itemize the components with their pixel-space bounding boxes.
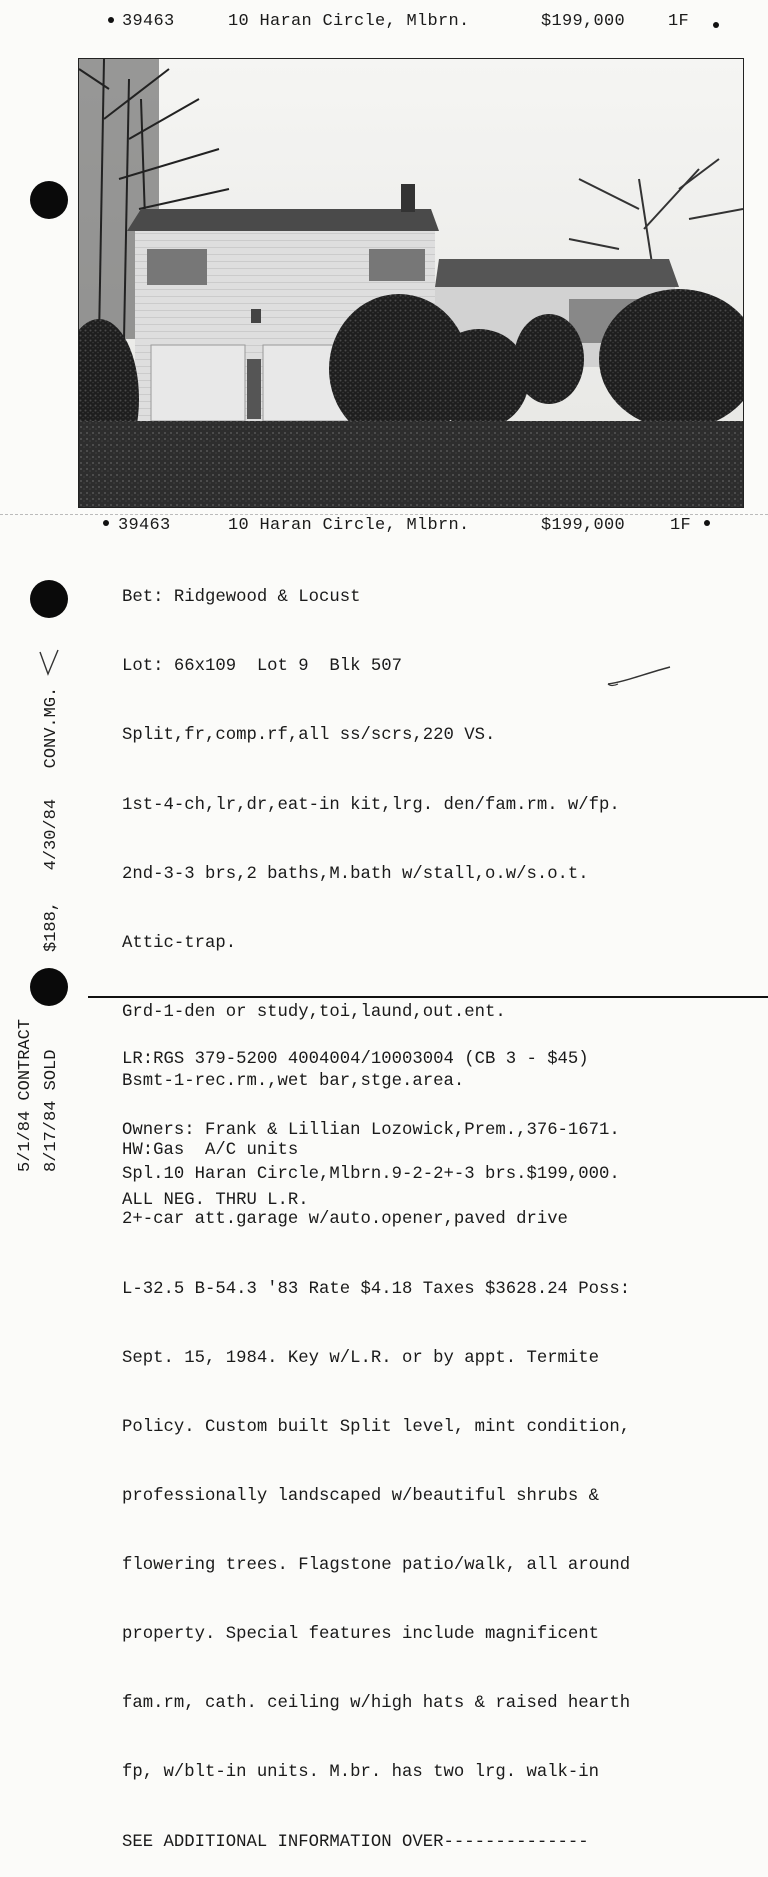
detail-line: property. Special features include magnificent	[122, 1625, 600, 1645]
detail-line: 2nd-3-3 brs,2 baths,M.bath w/stall,o.w/s.o.t.	[122, 864, 589, 884]
handwritten-tick	[36, 648, 62, 678]
detail-line: professionally landscaped w/beautiful shrubs &	[122, 1486, 600, 1506]
footer-line: Owners: Frank & Lillian Lozowick,Prem.,376-1671.	[122, 1120, 620, 1140]
binder-hole-3	[30, 968, 68, 1006]
house-photo-image	[79, 59, 743, 507]
bullet-dot	[103, 520, 109, 526]
binder-hole-2	[30, 580, 68, 618]
footer-line: LR:RGS 379-5200 4004004/10003004 (CB 3 - $45)	[122, 1050, 589, 1069]
card-price: $199,000	[541, 516, 626, 535]
bullet-dot	[704, 520, 710, 526]
listing-footer	[122, 1001, 620, 1236]
detail-line: fp, w/blt-in units. M.br. has two lrg. walk-in	[122, 1763, 600, 1783]
card-address: 10 Haran Circle, Mlbrn.	[228, 516, 470, 535]
binder-hole-1	[30, 181, 68, 219]
detail-line: fam.rm, cath. ceiling w/high hats & raised hearth	[122, 1694, 631, 1714]
card-code: 1F	[670, 516, 692, 535]
side-note-contract: 5/1/84 CONTRACT	[16, 1018, 35, 1172]
detail-line: Lot: 66x109 Lot 9 Blk 507	[122, 657, 403, 677]
card-listing-number: 39463	[118, 516, 171, 535]
summary-line: Spl.10 Haran Circle,Mlbrn.9-2-2+-3 brs.$199,000.	[122, 1165, 620, 1184]
footer-line: ALL NEG. THRU L.R.	[122, 1191, 309, 1210]
detail-line: Sept. 15, 1984. Key w/L.R. or by appt. Termite	[122, 1348, 600, 1368]
detail-line: Policy. Custom built Split level, mint condition,	[122, 1417, 631, 1437]
footer-divider	[88, 996, 768, 998]
detail-line: flowering trees. Flagstone patio/walk, all around	[122, 1556, 631, 1576]
detail-line: 2+-car att.garage w/auto.opener,paved drive	[122, 1210, 568, 1230]
detail-line: SEE ADDITIONAL INFORMATION OVER--------------	[122, 1832, 589, 1852]
top-price: $199,000	[541, 12, 626, 31]
house-photo	[78, 58, 744, 508]
bullet-dot	[108, 17, 114, 23]
photo-card-separator	[0, 514, 768, 515]
detail-line: Bet: Ridgewood & Locust	[122, 588, 361, 608]
top-code: 1F	[668, 12, 690, 31]
pen-check-mark	[604, 664, 674, 690]
detail-line: Attic-trap.	[122, 933, 237, 953]
side-note-sold: 8/17/84 SOLD	[42, 1049, 61, 1172]
side-note-conv: $188, 4/30/84 CONV.MG.	[42, 686, 61, 952]
top-listing-number: 39463	[122, 12, 175, 31]
top-address: 10 Haran Circle, Mlbrn.	[228, 12, 470, 31]
detail-line: HW:Gas A/C units	[122, 1141, 299, 1161]
detail-line: Grd-1-den or study,toi,laund,out.ent.	[122, 1002, 506, 1022]
bullet-dot	[713, 22, 719, 28]
detail-line: Bsmt-1-rec.rm.,wet bar,stge.area.	[122, 1072, 465, 1092]
detail-line: 1st-4-ch,lr,dr,eat-in kit,lrg. den/fam.rm. w/fp.	[122, 795, 620, 815]
detail-line: L-32.5 B-54.3 '83 Rate $4.18 Taxes $3628.24 Poss:	[122, 1279, 631, 1299]
detail-line: Split,fr,comp.rf,all ss/scrs,220 VS.	[122, 726, 496, 746]
